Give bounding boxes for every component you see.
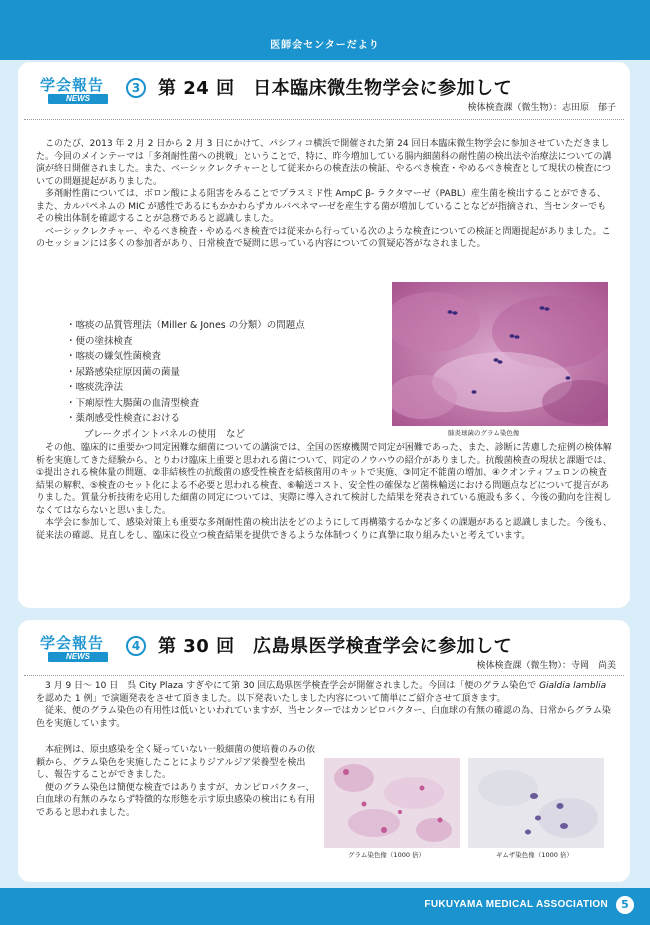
gram-stain-photo	[324, 758, 460, 848]
article-card-1	[18, 62, 630, 608]
newsletter-title: 医師会センターだより	[270, 40, 380, 51]
photo-caption: グラム染色像（1000 倍）	[348, 851, 426, 859]
article-card-2	[18, 620, 630, 882]
paragraph: 従来、便のグラム染色の有用性は低いといわれていますが、当センターではカンピロバクター、白血球の有無の確認の為、日常からグラム染色を実施しています。	[36, 706, 611, 729]
gram-stain-photo	[392, 282, 608, 426]
list-item: ・喀痰の品質管理法（Miller & Jones の分類）の問題点	[66, 320, 305, 331]
list-item-continuation: ブレークポイントパネルの使用 など	[84, 428, 245, 440]
text-run: を認めた 1 例」で演題発表をさせて頂きました。以下発表いたしました内容について簡単にご紹介させて頂きます。	[36, 693, 506, 704]
article-title: 第 30 回 広島県医学検査学会に参加して	[158, 636, 513, 657]
photo-caption: 肺炎球菌のグラム染色像	[448, 429, 520, 437]
article-title: 第 24 回 日本臨床微生物学会に参加して	[158, 78, 513, 99]
list-item: ・便の塗抹検査	[66, 335, 133, 347]
text-run: 3 月 9 日～ 10 日 呉 City Plaza すぎやにて第 30 回広島県医学検査学会が開催されました。今回は「便のグラム染色で	[45, 681, 540, 691]
badge-label: 学会報告	[40, 76, 105, 94]
paragraph: 多剤耐性菌については、ボロン酸による阻害をみることでプラスミド性 AmpC β- ラクタマーゼ（PABL）産生菌を検出することができる、また、カルバペネムの MIC が感性であるにもかかわらずカルバペネマーゼを産生する菌が増加していることなどが指摘され、当センターでもその検出体制を確認することが急務であると認識しました。	[36, 189, 607, 224]
article-header	[18, 62, 630, 120]
micrograph-image	[468, 758, 604, 848]
list-item: ・薬剤感受性検査における	[66, 413, 181, 424]
paragraph: 本学会に参加して、感染対策上も重要な多剤耐性菌の検出法をどのようにして再構築するかなど多くの課題があると認識しました。今後も、従来法の確認、見直しをし、臨床に役立つ検査結果を提供できるような体制つくりに真摯に取り組みたいと考えています。	[36, 518, 612, 541]
paragraph: 便のグラム染色は簡便な検査ではありますが、カンピロバクター、白血球の有無のみならず特徴的な形態を示す原虫感染の検出にも有用であると思われました。	[36, 782, 316, 818]
list-item: ・下痢原性大腸菌の血清型検査	[66, 397, 200, 409]
article-author: 検体検査課（微生物）：志田原 郁子	[467, 103, 616, 113]
photo-caption: ギムザ染色像（1000 倍）	[496, 851, 573, 859]
article-number: 3	[126, 78, 146, 98]
topic-list	[66, 318, 305, 442]
micrograph-image	[392, 282, 608, 426]
page-number: 5	[616, 896, 634, 914]
article-author: 検体検査課（微生物）：寺岡 尚美	[476, 661, 616, 671]
conference-report-badge	[36, 76, 116, 102]
news-tag: NEWS	[48, 94, 108, 104]
species-name: Gialdia lamblia	[539, 681, 607, 691]
paragraph: その他、臨床的に重要かつ同定困難な細菌についての講演では、全国の医療機関で同定が困難であった、また、診断に苦慮した症例の検体解析を実施してきた経験から、とりわけ臨床上重要と思われる菌について、同定のノウハウの紹介がありました。抗酸菌検査の現状と課題では、①提出される検体量の問題、②非結核性の抗酸菌の感受性検査を結核菌用のキットで実施、③同定不能菌の増加、④クオンティフェロンの検査結果の解釈、⑤検査のセット化による不必要と思われる検査、⑥輸送コスト、安全性の確保など菌株輸送における問題点などについて提言がありました。質量分析技術を応用した細菌の同定については、実際に導入されて検討した結果を発表されている施設も多く、今後の動向を注視しなくてはならないと思いました。	[36, 443, 612, 516]
article-body	[36, 442, 612, 542]
giemsa-stain-photo	[468, 758, 604, 848]
article-intro	[36, 138, 612, 251]
footer-bar	[0, 888, 650, 925]
list-item: ・尿路感染症原因菌の菌量	[66, 366, 181, 378]
badge-label: 学会報告	[40, 634, 105, 652]
header-bar	[0, 0, 650, 60]
paragraph	[36, 680, 612, 705]
paragraph: ベーシックレクチャー、やるべき検査・やめるべき検査では従来から行っている次のような検査についての検証と問題提起がありました。このセッションには多くの参加者があり、日常検査で疑問に思っている内容についての質疑応答がなされました。	[36, 226, 611, 249]
association-name: FUKUYAMA MEDICAL ASSOCIATION	[424, 899, 608, 910]
article-header	[18, 620, 630, 676]
article-body	[36, 744, 316, 819]
list-item: ・喀痰の嫌気性菌検査	[66, 351, 162, 362]
micrograph-image	[324, 758, 460, 848]
conference-report-badge	[36, 634, 116, 660]
paragraph: 本症例は、原虫感染を全く疑っていない一般細菌の便培養のみの依頼から、グラム染色を実施したことによりジアルジア栄養型を検出し、報告することができました。	[36, 745, 316, 780]
news-tag: NEWS	[48, 652, 108, 662]
article-number: 4	[126, 636, 146, 656]
list-item: ・喀痰洗浄法	[66, 382, 124, 393]
paragraph: このたび、2013 年 2 月 2 日から 2 月 3 日にかけて、パシフィコ横浜で開催された第 24 回日本臨床微生物学会に参加させていただきました。今回のメインテーマは「多剤耐性菌への挑戦」ということで、特に、昨今増加している腸内細菌科の耐性菌の検出法や治療法についての講演が終日開催されました。また、ベーシックレクチャーとして従来からの検査法の検証、やるべき検査・やめるべき検査として現状の検査についての問題提起がありました。	[36, 139, 612, 187]
article-intro	[36, 680, 612, 730]
